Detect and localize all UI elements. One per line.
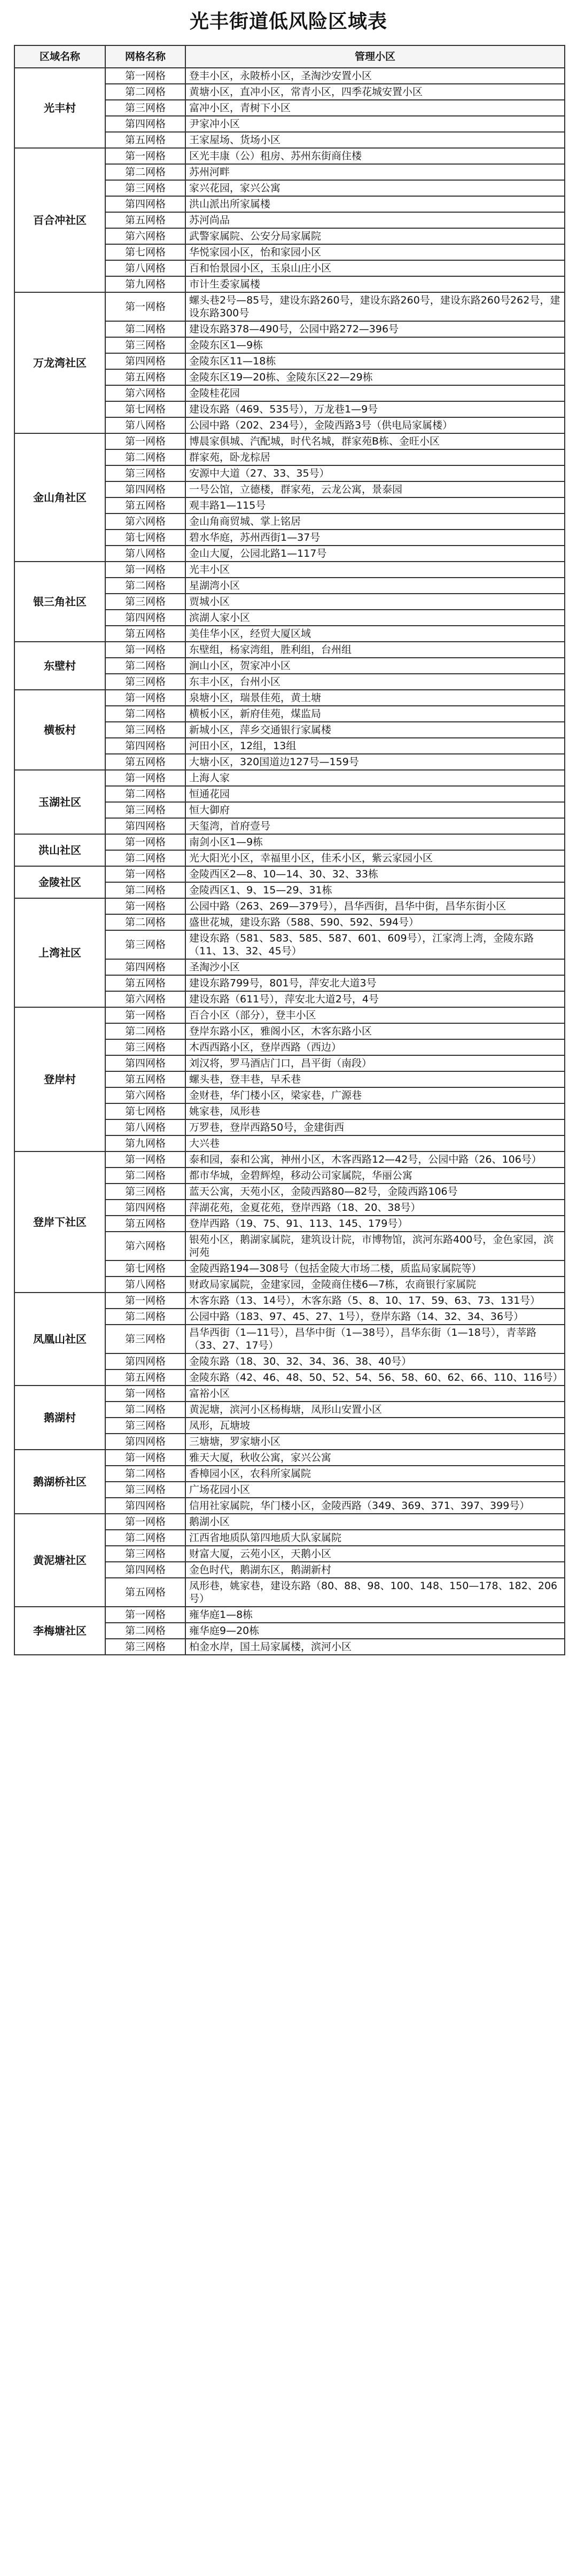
- managed-area-cell: 萍湖花苑，金夏花苑，登岸西路（18、20、38号）: [185, 1200, 565, 1216]
- managed-area-cell: 尹家冲小区: [185, 116, 565, 132]
- table-row: [14, 898, 565, 914]
- managed-area-cell: 金色时代，鹅湖东区，鹅湖新村: [185, 1562, 565, 1578]
- grid-name-cell: 第四网格: [105, 353, 185, 369]
- grid-name-cell: 第四网格: [105, 1434, 185, 1450]
- managed-area-cell: 洪山派出所家属楼: [185, 196, 565, 212]
- grid-name-cell: 第四网格: [105, 610, 185, 626]
- district-name-cell: 鹅湖村: [14, 1386, 105, 1450]
- grid-name-cell: 第三网格: [105, 594, 185, 610]
- grid-name-cell: 第六网格: [105, 228, 185, 244]
- managed-area-cell: 区光丰康（公）租房、苏州东街商住楼: [185, 148, 565, 164]
- grid-name-cell: 第二网格: [105, 164, 185, 180]
- grid-name-cell: 第二网格: [105, 449, 185, 465]
- header-grid: 网格名称: [105, 45, 185, 68]
- managed-area-cell: 金财巷，华门楼小区，梁家巷，广源巷: [185, 1087, 565, 1103]
- grid-name-cell: 第一网格: [105, 1293, 185, 1309]
- managed-area-cell: 光丰小区: [185, 562, 565, 578]
- grid-name-cell: 第三网格: [105, 1184, 185, 1200]
- grid-name-cell: 第六网格: [105, 513, 185, 530]
- grid-name-cell: 第九网格: [105, 276, 185, 292]
- managed-area-cell: 星湖湾小区: [185, 578, 565, 594]
- managed-area-cell: 东壁组，杨家湾组，胜利组，台州组: [185, 642, 565, 658]
- managed-area-cell: 大兴巷: [185, 1135, 565, 1151]
- managed-area-cell: 金陵东区11—18栋: [185, 353, 565, 369]
- district-name-cell: 李梅塘社区: [14, 1607, 105, 1655]
- table-body: [14, 68, 565, 1655]
- managed-area-cell: 东丰小区，台州小区: [185, 674, 565, 690]
- managed-area-cell: 江西省地质队第四地质大队家属院: [185, 1530, 565, 1546]
- grid-name-cell: 第九网格: [105, 1135, 185, 1151]
- table-row: [14, 1293, 565, 1309]
- grid-name-cell: 第六网格: [105, 1087, 185, 1103]
- grid-name-cell: 第一网格: [105, 1514, 185, 1530]
- grid-name-cell: 第三网格: [105, 930, 185, 959]
- grid-name-cell: 第四网格: [105, 1353, 185, 1369]
- grid-name-cell: 第一网格: [105, 866, 185, 882]
- managed-area-cell: 公园中路（183、97、45、27、1号），登岸东路（14、32、34、36号）: [185, 1309, 565, 1325]
- managed-area-cell: 博晨家俱城、汽配城，时代名城，群家苑B栋、金旺小区: [185, 433, 565, 449]
- table-row: [14, 866, 565, 882]
- table-row: [14, 1607, 565, 1623]
- managed-area-cell: 信用社家属院，华门楼小区，金陵西路（349、369、371、397、399号）: [185, 1498, 565, 1514]
- grid-name-cell: 第三网格: [105, 1039, 185, 1055]
- managed-area-cell: 木西西路小区，登岸西路（西边）: [185, 1039, 565, 1055]
- grid-name-cell: 第七网格: [105, 1260, 185, 1277]
- grid-name-cell: 第八网格: [105, 1119, 185, 1135]
- grid-name-cell: 第一网格: [105, 1450, 185, 1466]
- managed-area-cell: 木客东路（13、14号），木客东路（5、8、10、17、59、63、73、131号）: [185, 1293, 565, 1309]
- managed-area-cell: 螺头巷，登丰巷，早禾巷: [185, 1071, 565, 1087]
- grid-name-cell: 第三网格: [105, 1325, 185, 1353]
- grid-name-cell: 第七网格: [105, 1103, 185, 1119]
- managed-area-cell: 都市华城，金碧辉煌，移动公司家属院，华丽公寓: [185, 1168, 565, 1184]
- grid-name-cell: 第三网格: [105, 1546, 185, 1562]
- grid-name-cell: 第二网格: [105, 578, 185, 594]
- risk-area-table: [14, 45, 565, 1655]
- managed-area-cell: 河田小区，12组，13组: [185, 738, 565, 754]
- district-name-cell: 洪山社区: [14, 834, 105, 866]
- managed-area-cell: 百合小区（部分），登丰小区: [185, 1007, 565, 1023]
- grid-name-cell: 第四网格: [105, 116, 185, 132]
- grid-name-cell: 第一网格: [105, 433, 185, 449]
- managed-area-cell: 建设东路（469、535号），万龙巷1—9号: [185, 401, 565, 417]
- managed-area-cell: 银苑小区，鹅湖家属院，建筑设计院，市博物馆，滨河东路400号，金色家园，滨河苑: [185, 1232, 565, 1260]
- table-row: [14, 68, 565, 84]
- district-name-cell: 万龙湾社区: [14, 292, 105, 433]
- table-row: [14, 562, 565, 578]
- grid-name-cell: 第二网格: [105, 1466, 185, 1482]
- managed-area-cell: 金陵西区2—8、10—14、30、32、33栋: [185, 866, 565, 882]
- grid-name-cell: 第四网格: [105, 1200, 185, 1216]
- managed-area-cell: 大塘小区，320国道边127号—159号: [185, 754, 565, 770]
- district-name-cell: 光丰村: [14, 68, 105, 148]
- grid-name-cell: 第一网格: [105, 1007, 185, 1023]
- district-name-cell: 横板村: [14, 690, 105, 770]
- grid-name-cell: 第三网格: [105, 337, 185, 353]
- managed-area-cell: 华悦家园小区，怡和家园小区: [185, 244, 565, 260]
- grid-name-cell: 第五网格: [105, 1216, 185, 1232]
- managed-area-cell: 武警家属院、公安分局家属院: [185, 228, 565, 244]
- district-name-cell: 凤凰山社区: [14, 1293, 105, 1386]
- grid-name-cell: 第五网格: [105, 1578, 185, 1607]
- grid-name-cell: 第四网格: [105, 959, 185, 975]
- managed-area-cell: 金山大厦，公园北路1—117号: [185, 546, 565, 562]
- grid-name-cell: 第八网格: [105, 1277, 185, 1293]
- grid-name-cell: 第八网格: [105, 546, 185, 562]
- managed-area-cell: 富裕小区: [185, 1386, 565, 1402]
- managed-area-cell: 苏州河畔: [185, 164, 565, 180]
- managed-area-cell: 凤形，瓦塘坡: [185, 1418, 565, 1434]
- managed-area-cell: 横板小区，新府佳苑，煤监局: [185, 706, 565, 722]
- district-name-cell: 玉湖社区: [14, 770, 105, 834]
- district-name-cell: 鹅湖桥社区: [14, 1450, 105, 1514]
- grid-name-cell: 第一网格: [105, 1607, 185, 1623]
- table-row: [14, 148, 565, 164]
- grid-name-cell: 第一网格: [105, 834, 185, 850]
- managed-area-cell: 碧水华庭，苏州西街1—37号: [185, 530, 565, 546]
- grid-name-cell: 第八网格: [105, 260, 185, 276]
- grid-name-cell: 第三网格: [105, 180, 185, 196]
- managed-area-cell: 金陵东区19—20栋、金陵东区22—29栋: [185, 369, 565, 385]
- table-row: [14, 834, 565, 850]
- managed-area-cell: 三塘塘，罗家塘小区: [185, 1434, 565, 1450]
- grid-name-cell: 第五网格: [105, 1071, 185, 1087]
- managed-area-cell: 涧山小区，贺家冲小区: [185, 658, 565, 674]
- grid-name-cell: 第三网格: [105, 1639, 185, 1655]
- district-name-cell: 东壁村: [14, 642, 105, 690]
- grid-name-cell: 第一网格: [105, 562, 185, 578]
- managed-area-cell: 柏金水岸，国土局家属楼，滨河小区: [185, 1639, 565, 1655]
- managed-area-cell: 王家屋场、货场小区: [185, 132, 565, 148]
- grid-name-cell: 第三网格: [105, 722, 185, 738]
- managed-area-cell: 登丰小区，永陂桥小区，圣淘沙安置小区: [185, 68, 565, 84]
- grid-name-cell: 第七网格: [105, 401, 185, 417]
- grid-name-cell: 第三网格: [105, 674, 185, 690]
- page-title: 光丰街道低风险区域表: [189, 11, 387, 33]
- managed-area-cell: 香樟园小区，农科所家属院: [185, 1466, 565, 1482]
- managed-area-cell: 天玺湾，首府壹号: [185, 818, 565, 834]
- grid-name-cell: 第一网格: [105, 898, 185, 914]
- grid-name-cell: 第四网格: [105, 738, 185, 754]
- managed-area-cell: 建设东路（611号），萍安北大道2号，4号: [185, 991, 565, 1007]
- managed-area-cell: 金陵东路（42、46、48、50、52、54、56、58、60、62、66、110、116号）: [185, 1369, 565, 1386]
- grid-name-cell: 第二网格: [105, 786, 185, 802]
- managed-area-cell: 公园中路（263、269—379号），昌华西街，昌华中街，昌华东街小区: [185, 898, 565, 914]
- table-row: [14, 770, 565, 786]
- header-district: 区域名称: [14, 45, 105, 68]
- managed-area-cell: 盛世花城，建设东路（588、590、592、594号）: [185, 914, 565, 930]
- managed-area-cell: 群家苑，卧龙棕居: [185, 449, 565, 465]
- grid-name-cell: 第五网格: [105, 369, 185, 385]
- grid-name-cell: 第六网格: [105, 1232, 185, 1260]
- managed-area-cell: 泰和园，泰和公寓，神州小区，木客西路12—42号，公园中路（26、106号）: [185, 1151, 565, 1168]
- managed-area-cell: 建设东路799号，801号，萍安北大道3号: [185, 975, 565, 991]
- managed-area-cell: 富冲小区，青树下小区: [185, 100, 565, 116]
- managed-area-cell: 苏河尚品: [185, 212, 565, 228]
- grid-name-cell: 第二网格: [105, 1530, 185, 1546]
- table-row: [14, 1151, 565, 1168]
- managed-area-cell: 滨湖人家小区: [185, 610, 565, 626]
- district-name-cell: 黄泥塘社区: [14, 1514, 105, 1607]
- district-name-cell: 银三角社区: [14, 562, 105, 642]
- table-row: [14, 1450, 565, 1466]
- grid-name-cell: 第五网格: [105, 497, 185, 513]
- header-area: 管理小区: [185, 45, 565, 68]
- grid-name-cell: 第一网格: [105, 770, 185, 786]
- table-row: [14, 690, 565, 706]
- managed-area-cell: 泉塘小区，瑞景佳苑，黄土塘: [185, 690, 565, 706]
- grid-name-cell: 第二网格: [105, 1023, 185, 1039]
- district-name-cell: 金山角社区: [14, 433, 105, 562]
- table-row: [14, 292, 565, 321]
- managed-area-cell: 一号公馆，立德楼，群家苑，云龙公寓，景泰园: [185, 481, 565, 497]
- managed-area-cell: 雍华庭1—8栋: [185, 1607, 565, 1623]
- grid-name-cell: 第四网格: [105, 1562, 185, 1578]
- grid-name-cell: 第三网格: [105, 100, 185, 116]
- district-name-cell: 金陵社区: [14, 866, 105, 898]
- grid-name-cell: 第八网格: [105, 417, 185, 433]
- grid-name-cell: 第二网格: [105, 1168, 185, 1184]
- managed-area-cell: 建设东路（581、583、585、587、601、609号），江家湾上湾，金陵东路（11、13、32、45号）: [185, 930, 565, 959]
- grid-name-cell: 第一网格: [105, 148, 185, 164]
- managed-area-cell: 公园中路（202、234号），金陵西路3号（供电局家属楼）: [185, 417, 565, 433]
- managed-area-cell: 黄泥塘，滨河小区杨梅塘，凤形山安置小区: [185, 1402, 565, 1418]
- grid-name-cell: 第四网格: [105, 196, 185, 212]
- managed-area-cell: 姚家巷，凤形巷: [185, 1103, 565, 1119]
- table-row: [14, 1386, 565, 1402]
- grid-name-cell: 第二网格: [105, 1623, 185, 1639]
- grid-name-cell: 第四网格: [105, 1055, 185, 1071]
- grid-name-cell: 第一网格: [105, 1386, 185, 1402]
- managed-area-cell: 凤形巷，姚家巷，建设东路（80、88、98、100、148、150—178、182、206号）: [185, 1578, 565, 1607]
- managed-area-cell: 财富大厦，云苑小区，天鹅小区: [185, 1546, 565, 1562]
- grid-name-cell: 第一网格: [105, 642, 185, 658]
- grid-name-cell: 第五网格: [105, 212, 185, 228]
- managed-area-cell: 蓝天公寓，天苑小区，金陵西路80—82号，金陵西路106号: [185, 1184, 565, 1200]
- managed-area-cell: 广场花园小区: [185, 1482, 565, 1498]
- managed-area-cell: 市计生委家属楼: [185, 276, 565, 292]
- managed-area-cell: 鹅湖小区: [185, 1514, 565, 1530]
- table-row: [14, 1514, 565, 1530]
- grid-name-cell: 第三网格: [105, 1482, 185, 1498]
- grid-name-cell: 第一网格: [105, 68, 185, 84]
- grid-name-cell: 第二网格: [105, 850, 185, 866]
- managed-area-cell: 建设东路378—490号，公园中路272—396号: [185, 321, 565, 337]
- grid-name-cell: 第二网格: [105, 658, 185, 674]
- managed-area-cell: 金陵西路194—308号（包括金陵大市场二楼，质监局家属院等）: [185, 1260, 565, 1277]
- grid-name-cell: 第二网格: [105, 321, 185, 337]
- grid-name-cell: 第二网格: [105, 84, 185, 100]
- managed-area-cell: 恒通花园: [185, 786, 565, 802]
- grid-name-cell: 第二网格: [105, 882, 185, 898]
- grid-name-cell: 第七网格: [105, 244, 185, 260]
- managed-area-cell: 光大阳光小区，幸福里小区，佳禾小区，紫云家园小区: [185, 850, 565, 866]
- grid-name-cell: 第五网格: [105, 132, 185, 148]
- managed-area-cell: 金陵东路（18、30、32、34、36、38、40号）: [185, 1353, 565, 1369]
- managed-area-cell: 昌华西街（1—11号），昌华中街（1—38号），昌华东街（1—18号），青莘路（33、27、17号）: [185, 1325, 565, 1353]
- grid-name-cell: 第六网格: [105, 991, 185, 1007]
- grid-name-cell: 第三网格: [105, 1418, 185, 1434]
- managed-area-cell: 登岸东路小区，雅阁小区，木客东路小区: [185, 1023, 565, 1039]
- grid-name-cell: 第四网格: [105, 481, 185, 497]
- table-row: [14, 1007, 565, 1023]
- managed-area-cell: 金山角商贸城、掌上铭居: [185, 513, 565, 530]
- grid-name-cell: 第二网格: [105, 1402, 185, 1418]
- grid-name-cell: 第二网格: [105, 1309, 185, 1325]
- grid-name-cell: 第七网格: [105, 530, 185, 546]
- grid-name-cell: 第一网格: [105, 690, 185, 706]
- district-name-cell: 登岸下社区: [14, 1151, 105, 1293]
- managed-area-cell: 雅天大厦，秋收公寓，家兴公寓: [185, 1450, 565, 1466]
- grid-name-cell: 第四网格: [105, 1498, 185, 1514]
- table-header-row: [14, 45, 565, 68]
- managed-area-cell: 黄塘小区，直冲小区，常青小区，四季花城安置小区: [185, 84, 565, 100]
- managed-area-cell: 贾城小区: [185, 594, 565, 610]
- managed-area-cell: 金陵西区1、9、15—29、31栋: [185, 882, 565, 898]
- grid-name-cell: 第一网格: [105, 292, 185, 321]
- managed-area-cell: 金陵桂花园: [185, 385, 565, 401]
- managed-area-cell: 刘汉将，罗马酒店门口，昌平街（南段）: [185, 1055, 565, 1071]
- district-name-cell: 百合冲社区: [14, 148, 105, 292]
- managed-area-cell: 美佳华小区，经贸大厦区域: [185, 626, 565, 642]
- district-name-cell: 登岸村: [14, 1007, 105, 1151]
- grid-name-cell: 第二网格: [105, 706, 185, 722]
- managed-area-cell: 安源中大道（27、33、35号）: [185, 465, 565, 481]
- managed-area-cell: 新城小区，萍乡交通银行家属楼: [185, 722, 565, 738]
- grid-name-cell: 第五网格: [105, 1369, 185, 1386]
- grid-name-cell: 第二网格: [105, 914, 185, 930]
- managed-area-cell: 登岸西路（19、75、91、113、145、179号）: [185, 1216, 565, 1232]
- grid-name-cell: 第三网格: [105, 802, 185, 818]
- managed-area-cell: 万罗巷，登岸西路50号，金建街西: [185, 1119, 565, 1135]
- managed-area-cell: 南剑小区1—9栋: [185, 834, 565, 850]
- table-row: [14, 433, 565, 449]
- managed-area-cell: 上海人家: [185, 770, 565, 786]
- managed-area-cell: 家兴花园，家兴公寓: [185, 180, 565, 196]
- grid-name-cell: 第五网格: [105, 626, 185, 642]
- managed-area-cell: 观丰路1—115号: [185, 497, 565, 513]
- table-row: [14, 642, 565, 658]
- grid-name-cell: 第六网格: [105, 385, 185, 401]
- managed-area-cell: 雍华庭9—20栋: [185, 1623, 565, 1639]
- grid-name-cell: 第一网格: [105, 1151, 185, 1168]
- managed-area-cell: 财政局家属院，金建家园，金陵商住楼6—7栋，农商银行家属院: [185, 1277, 565, 1293]
- grid-name-cell: 第三网格: [105, 465, 185, 481]
- managed-area-cell: 百和怡景园小区，玉泉山庄小区: [185, 260, 565, 276]
- managed-area-cell: 圣淘沙小区: [185, 959, 565, 975]
- managed-area-cell: 金陵东区1—9栋: [185, 337, 565, 353]
- district-name-cell: 上湾社区: [14, 898, 105, 1007]
- grid-name-cell: 第五网格: [105, 754, 185, 770]
- grid-name-cell: 第四网格: [105, 818, 185, 834]
- managed-area-cell: 恒大御府: [185, 802, 565, 818]
- grid-name-cell: 第五网格: [105, 975, 185, 991]
- managed-area-cell: 螺头巷2号—85号，建设东路260号，建设东路260号，建设东路260号262号，建设东路300号: [185, 292, 565, 321]
